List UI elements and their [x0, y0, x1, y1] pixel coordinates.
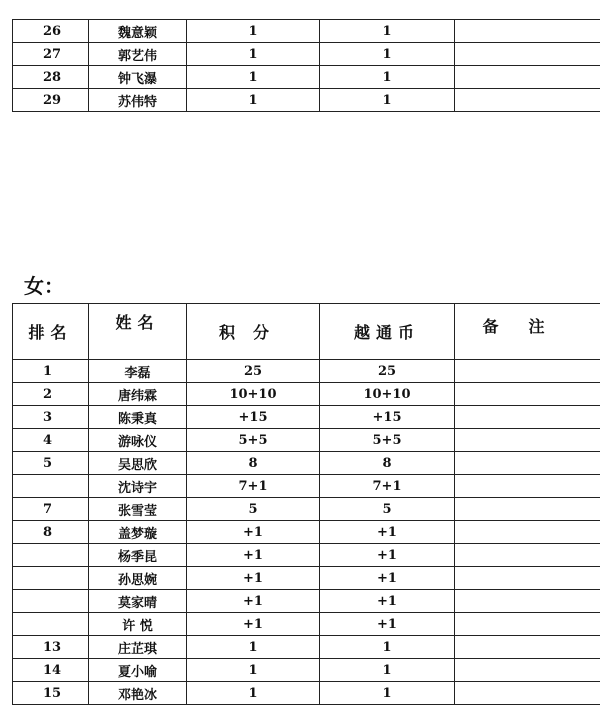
cell-remark	[455, 636, 600, 659]
cell-remark	[455, 89, 600, 112]
cell-name: 孙思婉	[89, 567, 187, 590]
cell-coins: 1	[320, 636, 455, 659]
cell-coins: 5	[320, 498, 455, 521]
cell-remark	[455, 452, 600, 475]
cell-rank: 27	[13, 43, 89, 66]
cell-rank: 15	[13, 682, 89, 705]
cell-remark	[455, 20, 600, 43]
cell-rank	[13, 475, 89, 498]
table-row	[13, 429, 600, 452]
cell-coins: 10+10	[320, 383, 455, 406]
cell-points: 10+10	[187, 383, 320, 406]
table-row	[13, 475, 600, 498]
table-row	[13, 20, 600, 43]
cell-name: 陈秉真	[89, 406, 187, 429]
cell-points: +15	[187, 406, 320, 429]
cell-rank: 2	[13, 383, 89, 406]
cell-name: 沈诗宇	[89, 475, 187, 498]
cell-points: +1	[187, 590, 320, 613]
cell-rank: 28	[13, 66, 89, 89]
cell-points: 5+5	[187, 429, 320, 452]
table-row	[13, 682, 600, 705]
cell-rank: 26	[13, 20, 89, 43]
cell-points: 5	[187, 498, 320, 521]
cell-points: 1	[187, 89, 320, 112]
cell-remark	[455, 66, 600, 89]
cell-name: 盖梦璇	[89, 521, 187, 544]
cell-points: 1	[187, 43, 320, 66]
female-section-label: 女：	[24, 270, 64, 299]
table-row	[13, 406, 600, 429]
cell-name: 游咏仪	[89, 429, 187, 452]
header-coins: 越通币	[320, 304, 455, 360]
cell-rank	[13, 590, 89, 613]
cell-remark	[455, 544, 600, 567]
cell-coins: 1	[320, 20, 455, 43]
cell-coins: 25	[320, 360, 455, 383]
header-rank: 排名	[13, 304, 89, 360]
table-row	[13, 43, 600, 66]
table-row	[13, 360, 600, 383]
cell-name: 许 悦	[89, 613, 187, 636]
cell-name: 夏小喻	[89, 659, 187, 682]
table-row	[13, 544, 600, 567]
cell-rank: 1	[13, 360, 89, 383]
cell-remark	[455, 383, 600, 406]
table-row	[13, 383, 600, 406]
cell-name: 庄芷琪	[89, 636, 187, 659]
table-row	[13, 590, 600, 613]
cell-remark	[455, 521, 600, 544]
cell-remark	[455, 682, 600, 705]
cell-rank: 29	[13, 89, 89, 112]
cell-remark	[455, 475, 600, 498]
cell-points: 8	[187, 452, 320, 475]
header-name: 姓名	[89, 304, 187, 360]
cell-points: 1	[187, 66, 320, 89]
top-score-table	[12, 19, 600, 112]
table-row	[13, 613, 600, 636]
cell-points: 1	[187, 682, 320, 705]
top-score-table-body	[13, 20, 600, 112]
table-row	[13, 636, 600, 659]
cell-points: 1	[187, 659, 320, 682]
cell-rank	[13, 567, 89, 590]
cell-coins: 1	[320, 659, 455, 682]
cell-name: 唐纬霖	[89, 383, 187, 406]
cell-rank: 5	[13, 452, 89, 475]
cell-points: 25	[187, 360, 320, 383]
cell-coins: +1	[320, 590, 455, 613]
table-row	[13, 89, 600, 112]
cell-coins: 1	[320, 682, 455, 705]
cell-name: 魏意颖	[89, 20, 187, 43]
cell-points: +1	[187, 613, 320, 636]
cell-coins: 7+1	[320, 475, 455, 498]
cell-name: 吴思欣	[89, 452, 187, 475]
table-row	[13, 66, 600, 89]
cell-coins: 1	[320, 66, 455, 89]
cell-name: 郭艺伟	[89, 43, 187, 66]
cell-rank: 8	[13, 521, 89, 544]
cell-points: +1	[187, 521, 320, 544]
cell-name: 苏伟特	[89, 89, 187, 112]
cell-coins: +15	[320, 406, 455, 429]
cell-remark	[455, 429, 600, 452]
header-points: 积分	[187, 304, 320, 360]
cell-rank	[13, 613, 89, 636]
cell-coins: 5+5	[320, 429, 455, 452]
cell-points: 1	[187, 20, 320, 43]
cell-rank: 13	[13, 636, 89, 659]
table-row	[13, 452, 600, 475]
cell-coins: +1	[320, 544, 455, 567]
table-row	[13, 659, 600, 682]
cell-remark	[455, 659, 600, 682]
cell-coins: +1	[320, 613, 455, 636]
table-row	[13, 567, 600, 590]
cell-remark	[455, 567, 600, 590]
cell-coins: +1	[320, 567, 455, 590]
cell-rank: 3	[13, 406, 89, 429]
cell-coins: +1	[320, 521, 455, 544]
cell-remark	[455, 613, 600, 636]
cell-name: 张雪莹	[89, 498, 187, 521]
cell-name: 莫家晴	[89, 590, 187, 613]
cell-points: +1	[187, 567, 320, 590]
cell-name: 钟飞瀑	[89, 66, 187, 89]
cell-remark	[455, 406, 600, 429]
cell-name: 邓艳冰	[89, 682, 187, 705]
cell-remark	[455, 498, 600, 521]
female-score-table-body	[13, 360, 600, 705]
cell-rank	[13, 544, 89, 567]
female-score-table	[12, 303, 600, 705]
cell-name: 杨季昆	[89, 544, 187, 567]
table-row	[13, 521, 600, 544]
cell-rank: 4	[13, 429, 89, 452]
cell-remark	[455, 590, 600, 613]
female-header-row	[13, 304, 600, 360]
cell-coins: 1	[320, 89, 455, 112]
cell-points: 1	[187, 636, 320, 659]
cell-name: 李磊	[89, 360, 187, 383]
cell-coins: 1	[320, 43, 455, 66]
cell-points: 7+1	[187, 475, 320, 498]
cell-coins: 8	[320, 452, 455, 475]
cell-rank: 7	[13, 498, 89, 521]
cell-remark	[455, 360, 600, 383]
cell-rank: 14	[13, 659, 89, 682]
table-row	[13, 498, 600, 521]
cell-points: +1	[187, 544, 320, 567]
cell-remark	[455, 43, 600, 66]
header-remark: 备注	[455, 304, 600, 360]
